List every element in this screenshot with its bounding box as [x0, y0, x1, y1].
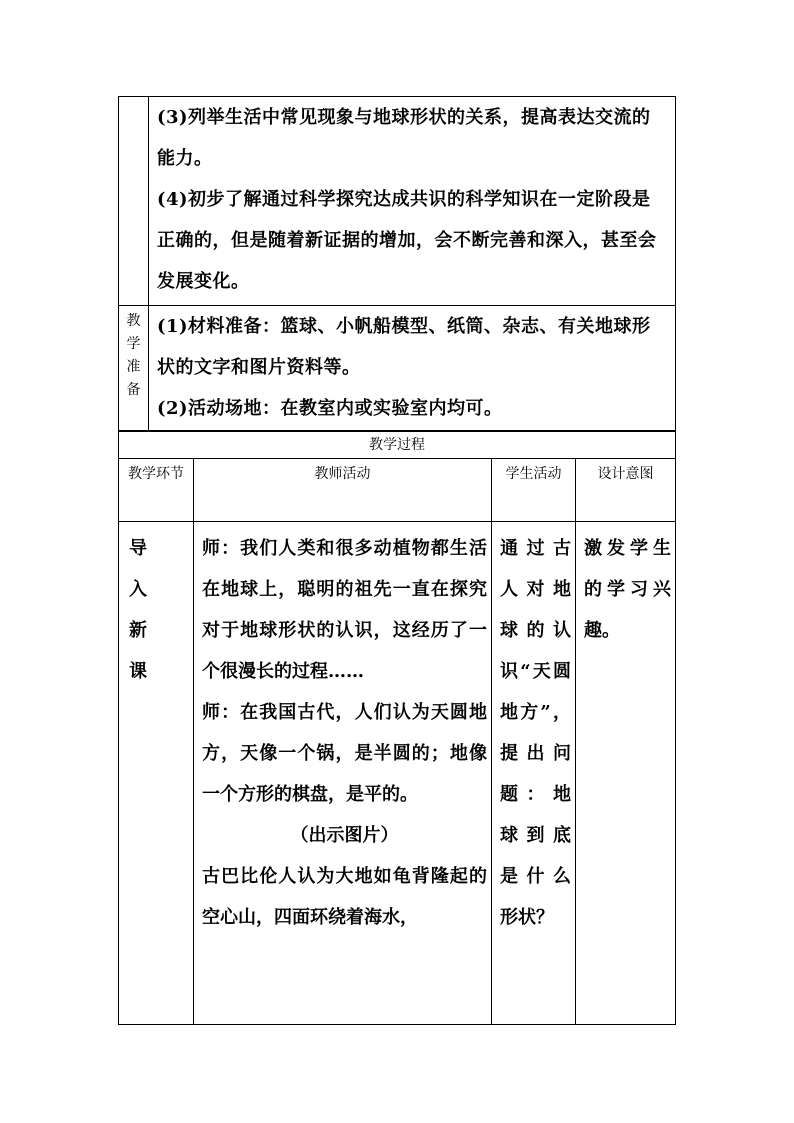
goal-item-3: (3)列举生活中常见现象与地球形状的关系，提高表达交流的能力。 [157, 107, 651, 169]
teacher-paragraph: 师：我们人类和很多动植物都生活在地球上，聪明的祖先一直在探究对于地球形状的认识，这经历了一个很漫长的过程…… [202, 538, 487, 682]
header-teacher: 教师活动 [194, 459, 492, 522]
header-design: 设计意图 [576, 459, 676, 522]
step-char: 新 [129, 620, 147, 641]
teacher-paragraph: （出示图片） [290, 825, 399, 846]
goals-preparation-table [118, 96, 676, 431]
teacher-activity-cell [194, 522, 492, 1025]
preparation-label-char: 准 [126, 359, 141, 375]
step-cell [119, 522, 194, 1025]
preparation-label-char: 学 [126, 336, 141, 352]
process-table [118, 431, 676, 1025]
teacher-paragraph: 师：在我国古代，人们认为天圆地方，天像一个锅，是半圆的；地像一个方形的棋盘，是平的。 [202, 702, 487, 805]
step-char: 入 [129, 579, 147, 600]
preparation-label-cell [119, 306, 149, 431]
preparation-label-char: 备 [126, 382, 141, 398]
goal-item-4: (4)初步了解通过科学探究达成共识的科学知识在一定阶段是正确的，但是随着新证据的增加，会不断完善和深入，甚至会发展变化。 [157, 189, 657, 292]
preparation-item-2: (2)活动场地：在教室内或实验室内均可。 [157, 398, 503, 419]
header-student: 学生活动 [492, 459, 576, 522]
design-intent-cell: 激发学生的学习兴趣。 [576, 522, 676, 1025]
teacher-paragraph: 古巴比伦人认为大地如龟背隆起的空心山，四面环绕着海水， [202, 866, 487, 928]
goals-label-cell [119, 97, 149, 306]
process-header-row [119, 459, 676, 522]
student-activity-cell: 通过古人对地球的认识“天圆地方”，提出问题：地球到底是什么形状？ [492, 522, 576, 1025]
goals-row [119, 97, 676, 306]
goals-content-cell [149, 97, 676, 306]
step-char: 课 [129, 661, 147, 682]
preparation-content-cell [149, 306, 676, 431]
preparation-item-1: (1)材料准备：篮球、小帆船模型、纸筒、杂志、有关地球形状的文字和图片资料等。 [157, 316, 651, 378]
header-step: 教学环节 [119, 459, 194, 522]
preparation-row [119, 306, 676, 431]
process-title: 教学过程 [119, 432, 676, 459]
process-row-intro [119, 522, 676, 1025]
preparation-label-char: 教 [126, 313, 141, 329]
step-char: 导 [129, 538, 147, 559]
